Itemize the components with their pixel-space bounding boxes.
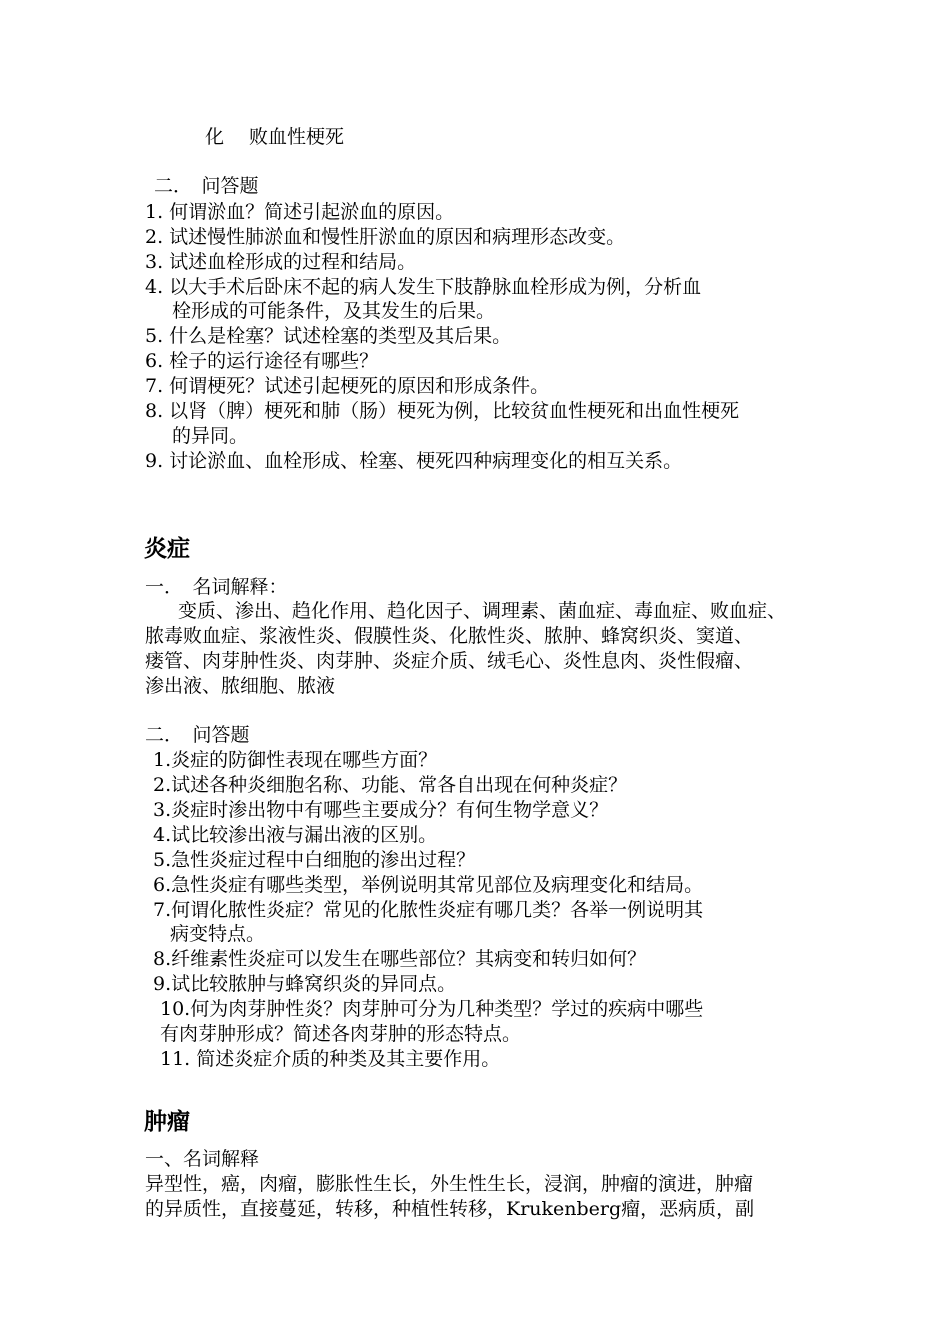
qa-item: 11. 简述炎症介质的种类及其主要作用。	[160, 1048, 501, 1070]
terms-subheading: 一、名词解释	[145, 1148, 260, 1170]
section-title-tumor: 肿瘤	[144, 1109, 190, 1135]
qa-item: 2. 试述慢性肺淤血和慢性肝淤血的原因和病理形态改变。	[145, 226, 626, 248]
qa-item: 8.纤维素性炎症可以发生在哪些部位？其病变和转归如何？	[153, 948, 647, 970]
qa-item: 2.试述各种炎细胞名称、功能、常各自出现在何种炎症？	[153, 774, 628, 796]
terms-line: 的异质性，直接蔓延，转移，种植性转移，Krukenberg瘤，恶病质，副	[145, 1198, 755, 1220]
section-title-inflammation: 炎症	[144, 536, 190, 562]
terms-line: 脓毒败血症、浆液性炎、假膜性炎、化脓性炎、脓肿、蜂窝织炎、窦道、	[145, 625, 754, 647]
terms-line: 变质、渗出、趋化作用、趋化因子、调理素、菌血症、毒血症、败血症、	[178, 600, 787, 622]
qa-item: 4.试比较渗出液与漏出液的区别。	[153, 824, 438, 846]
qa-item: 10.何为肉芽肿性炎？肉芽肿可分为几种类型？学过的疾病中哪些	[160, 998, 704, 1020]
qa-item: 6.急性炎症有哪些类型，举例说明其常见部位及病理变化和结局。	[153, 874, 704, 896]
qa-item: 4. 以大手术后卧床不起的病人发生下肢静脉血栓形成为例，分析血	[145, 276, 702, 298]
qa-item: 1. 何谓淤血？简述引起淤血的原因。	[145, 201, 455, 223]
qa-item: 1.炎症的防御性表现在哪些方面？	[153, 749, 438, 771]
qa-item: 7. 何谓梗死？试述引起梗死的原因和形成条件。	[145, 375, 550, 397]
qa-item: 7.何谓化脓性炎症？常见的化脓性炎症有哪几类？各举一例说明其	[153, 899, 704, 921]
qa-item: 8. 以肾（脾）梗死和肺（肠）梗死为例，比较贫血性梗死和出血性梗死	[145, 400, 740, 422]
qa-item-continued: 有肉芽肿形成？简述各肉芽肿的形态特点。	[160, 1023, 522, 1045]
qa-item-continued: 的异同。	[172, 425, 249, 447]
continued-terms-line: 化 败血性梗死	[205, 126, 345, 148]
qa-subheading: 二． 问答题	[154, 175, 259, 197]
terms-line: 异型性，癌，肉瘤，膨胀性生长，外生性生长，浸润，肿瘤的演进，肿瘤	[145, 1173, 754, 1195]
terms-subheading: 一． 名词解释：	[145, 576, 288, 598]
qa-item: 3. 试述血栓形成的过程和结局。	[145, 251, 417, 273]
qa-subheading: 二． 问答题	[145, 724, 250, 746]
qa-item-continued: 栓形成的可能条件，及其发生的后果。	[172, 300, 496, 322]
qa-item-continued: 病变特点。	[170, 923, 266, 945]
terms-line: 渗出液、脓细胞、脓液	[145, 675, 336, 697]
qa-item: 6. 栓子的运行途径有哪些？	[145, 350, 379, 372]
qa-item: 9.试比较脓肿与蜂窝织炎的异同点。	[153, 973, 457, 995]
qa-item: 5. 什么是栓塞？试述栓塞的类型及其后果。	[145, 325, 512, 347]
qa-item: 9. 讨论淤血、血栓形成、栓塞、梗死四种病理变化的相互关系。	[145, 450, 683, 472]
qa-item: 5.急性炎症过程中白细胞的渗出过程？	[153, 849, 476, 871]
qa-item: 3.炎症时渗出物中有哪些主要成分？有何生物学意义？	[153, 799, 609, 821]
terms-line: 瘘管、肉芽肿性炎、肉芽肿、炎症介质、绒毛心、炎性息肉、炎性假瘤、	[145, 650, 754, 672]
